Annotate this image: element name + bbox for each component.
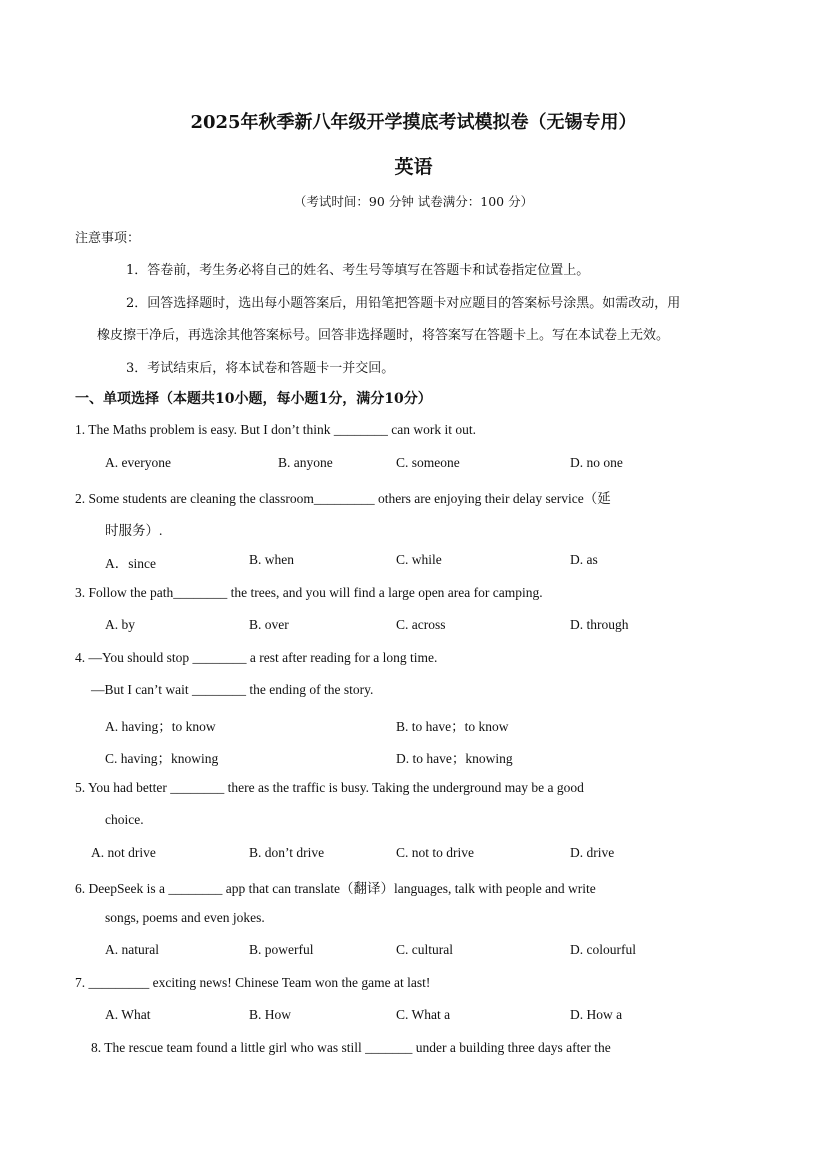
q5-option-b: B. don’t drive (249, 845, 325, 860)
question-6-line-2: songs, poems and even jokes. (105, 910, 265, 925)
exam-title: 2025年秋季新八年级开学摸底考试模拟卷（无锡专用） (190, 112, 637, 133)
q1-option-d: D. no one (570, 455, 623, 470)
notes-item-2-line-2: 橡皮擦干净后，再选涂其他答案标号。回答非选择题时，将答案写在答题卡上。写在本试卷上无效。 (97, 328, 670, 343)
q2-option-a: A．since (105, 556, 156, 571)
q2-option-d: D. as (570, 552, 598, 567)
q3-option-a: A. by (105, 617, 135, 632)
section-heading: 一、单项选择（本题共10小题，每小题1分，满分10分） (75, 391, 432, 407)
question-1: 1. The Maths problem is easy. But I don’t think ________ can work it out. (75, 422, 476, 437)
notes-item-3: 3．考试结束后，将本试卷和答题卡一并交回。 (126, 361, 395, 376)
q4-option-b: B. to have；to know (396, 719, 509, 734)
q1-option-a: A. everyone (105, 455, 171, 470)
question-2-line-2: 时服务）. (105, 523, 163, 538)
q5-option-a: A. not drive (91, 845, 156, 860)
q1-option-b: B. anyone (278, 455, 333, 470)
q4-option-c: C. having；knowing (105, 751, 219, 766)
q7-option-d: D. How a (570, 1007, 623, 1022)
notes-heading: 注意事项： (75, 231, 141, 246)
q7-option-a: A. What (105, 1007, 151, 1022)
subject-title: 英语 (394, 156, 433, 178)
q1-option-c: C. someone (396, 455, 460, 470)
q2-option-c: C. while (396, 552, 442, 567)
q3-option-c: C. across (396, 617, 446, 632)
exam-info: （考试时间：90 分钟 试卷满分：100 分） (293, 194, 534, 209)
q3-option-d: D. through (570, 617, 629, 632)
question-5-line-1: 5. You had better ________ there as the traffic is busy. Taking the underground may be a good (75, 780, 584, 795)
q6-option-a: A. natural (105, 942, 159, 957)
q6-option-d: D. colourful (570, 942, 636, 957)
q7-option-c: C. What a (396, 1007, 451, 1022)
q5-option-d: D. drive (570, 845, 615, 860)
question-5-line-2: choice. (105, 812, 144, 827)
q6-option-c: C. cultural (396, 942, 453, 957)
question-7: 7. _________ exciting news! Chinese Team won the game at last! (75, 975, 431, 990)
notes-item-2-line-1: 2．回答选择题时，选出每小题答案后，用铅笔把答题卡对应题目的答案标号涂黑。如需改动，用 (126, 296, 681, 311)
q3-option-b: B. over (249, 617, 289, 632)
question-4-line-1: 4. —You should stop ________ a rest after reading for a long time. (75, 650, 438, 665)
notes-item-1: 1．答卷前，考生务必将自己的姓名、考生号等填写在答题卡和试卷指定位置上。 (126, 263, 590, 278)
q4-option-a: A. having；to know (105, 719, 216, 734)
q5-option-c: C. not to drive (396, 845, 474, 860)
q4-option-d: D. to have；knowing (396, 751, 513, 766)
question-6-line-1: 6. DeepSeek is a ________ app that can translate（翻译）languages, talk with people and write (75, 881, 596, 896)
question-3: 3. Follow the path________ the trees, and you will find a large open area for camping. (75, 585, 543, 600)
question-4-line-2: —But I can’t wait ________ the ending of the story. (91, 682, 374, 697)
question-8: 8. The rescue team found a little girl who was still _______ under a building three days after the (91, 1040, 611, 1055)
q7-option-b: B. How (249, 1007, 292, 1022)
q2-option-b: B. when (249, 552, 294, 567)
question-2-line-1: 2. Some students are cleaning the classroom_________ others are enjoying their delay service（延 (75, 491, 611, 506)
q6-option-b: B. powerful (249, 942, 314, 957)
